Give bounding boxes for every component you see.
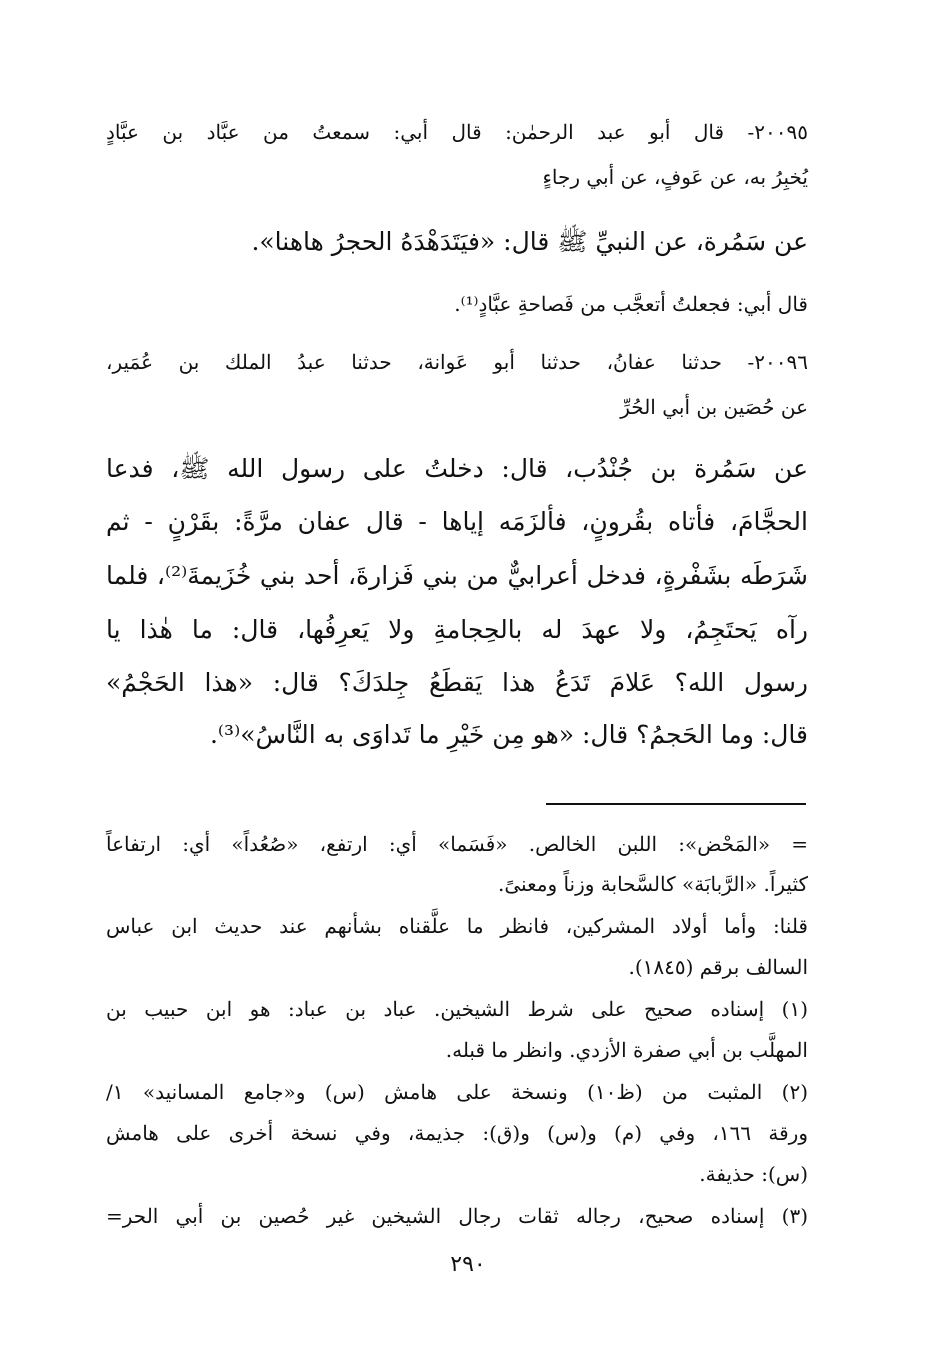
hadith-20095-matn: عن سَمُرة، عن النبيِّ ﷺ قال: «فيَتَدَهْدَهُ الحجرُ هاهنا». [251,227,808,256]
hadith-20096-body-line: الحجَّامَ، فأتاه بقُرونٍ، فألزَمَه إياها - قال عفان مرَّةً: بقَرْنٍ - ثم [106,507,808,536]
footnote-continuation-line-1: = «المَحْض»: اللبن الخالص. «فَسَما» أي: ارتفع، «صُعُداً» أي: ارتفاعاً [106,832,808,856]
hadith-20096-line-2: عن حُصَين بن أبي الحُرِّ [620,395,808,419]
hadith-20096-body-line: شَرَطَه بشَفْرةٍ، فدخل أعرابيٌّ من بني فَزارةَ، أحد بني خُزَيمةَ⁽²⁾، فلما [106,561,809,590]
footnote-1-line-1: (١) إسناده صحيح على شرط الشيخين. عباد بن عباد: هو ابن حبيب بن [106,997,808,1021]
footnote-3-line-1: (٣) إسناده صحيح، رجاله ثقات رجال الشيخين غير حُصين بن أبي الحر= [106,1204,808,1228]
hadith-20096-line-1: ٢٠٠٩٦- حدثنا عفانُ، حدثنا أبو عَوانة، حدثنا عبدُ الملك بن عُمَير، [106,350,808,374]
hadith-20096-body-line: قال: وما الحَجمُ؟ قال: «هو مِن خَيْرِ ما تَداوَى به النَّاسُ»⁽³⁾. [209,720,808,749]
footnote-2-line-3: (س): حذيفة. [699,1162,808,1186]
footnote-continuation-line-2: كثيراً. «الرَّبابَة» كالسَّحابة وزناً ومعنىً. [498,872,808,896]
hadith-20095-comment: قال أبي: فجعلتُ أتعجَّب من فَصاحةِ عبَّادٍ⁽¹⁾. [454,292,808,316]
footnote-note-line-1: قلنا: وأما أولاد المشركين، فانظر ما علَّقناه بشأنهم عند حديث ابن عباس [106,914,808,938]
hadith-20096-body-line: رسول الله؟ عَلامَ تَدَعُ هذا يَقطَعُ جِلدَكَ؟ قال: «هذا الحَجْمُ» [106,668,808,697]
footnote-separator [546,803,806,805]
hadith-20096-body-line: عن سَمُرة بن جُنْدُب، قال: دخلتُ على رسول الله ﷺ، فدعا [106,454,808,483]
footnote-2-line-1: (٢) المثبت من (ظ١٠) ونسخة على هامش (س) و«جامع المسانيد» ١/ [106,1080,808,1104]
hadith-20095-line-1: ٢٠٠٩٥- قال أبو عبد الرحمٰن: قال أبي: سمعتُ من عبَّاد بن عبَّادٍ [106,120,808,144]
footnote-2-line-2: ورقة ١٦٦، وفي (م) و(س) و(ق): جذيمة، وفي نسخة أخرى على هامش [106,1121,808,1145]
footnote-1-line-2: المهلَّب بن أبي صفرة الأزدي. وانظر ما قبله. [445,1038,808,1062]
hadith-20095-line-2: يُخبِرُ به، عن عَوفٍ، عن أبي رجاءٍ [542,165,808,189]
footnote-note-line-2: السالف برقم (١٨٤٥). [628,955,808,979]
page-number: ٢٩٠ [450,1252,486,1277]
hadith-20096-body-line: رآه يَحتَجِمُ، ولا عهدَ له بالحِجامةِ ولا يَعرِفُها، قال: ما هٰذا يا [106,615,808,644]
